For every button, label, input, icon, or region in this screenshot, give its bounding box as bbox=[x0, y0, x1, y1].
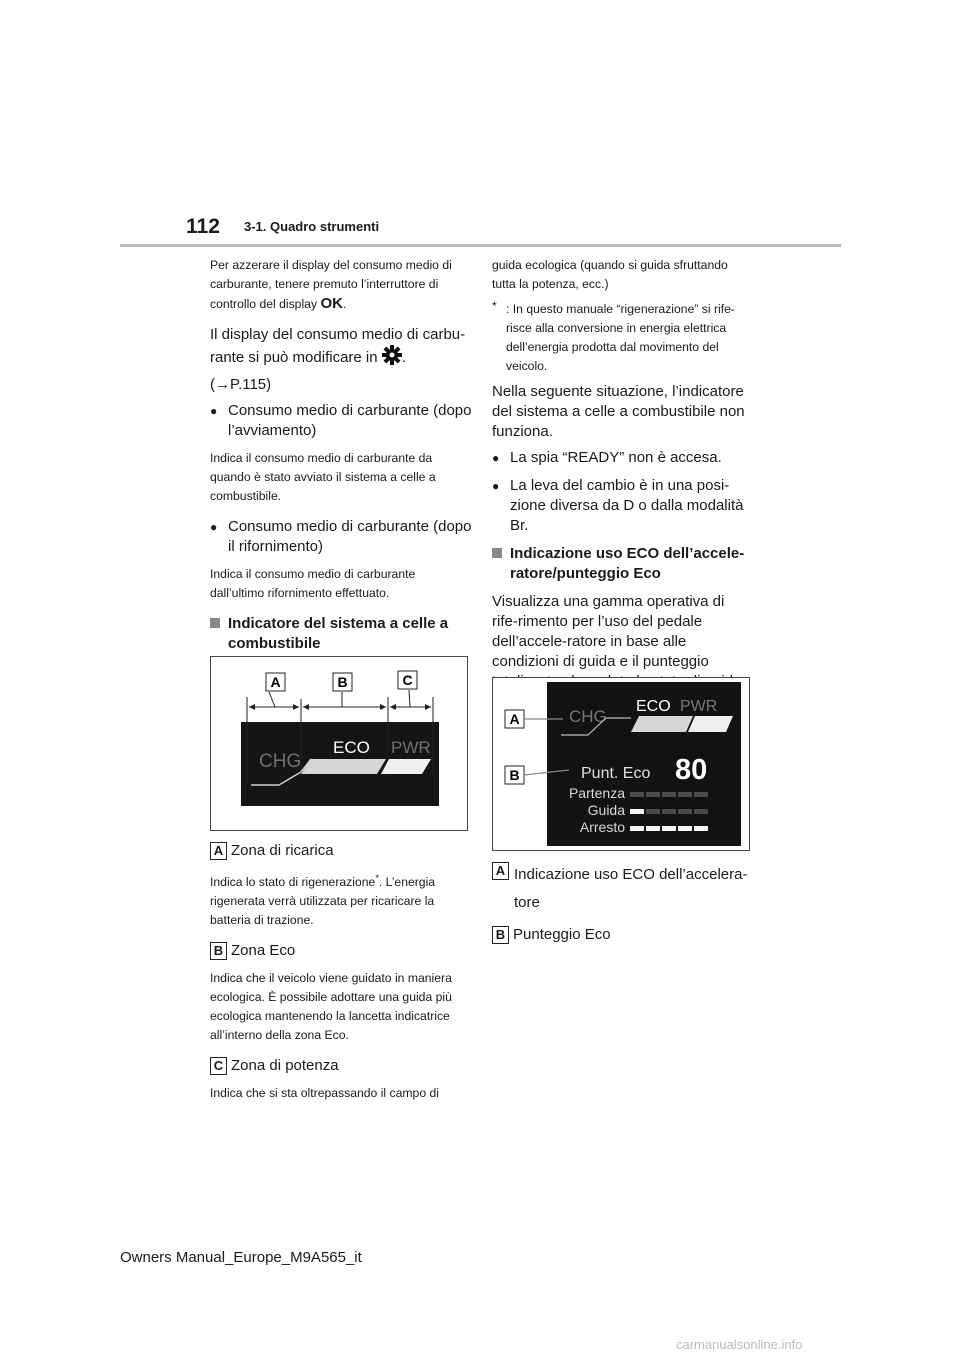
eco-row-segment bbox=[662, 809, 676, 814]
change-paragraph bbox=[210, 325, 472, 371]
footnote-star-marker: * bbox=[492, 299, 497, 313]
eco-heading-text: Indicazione uso ECO dell’accele-ratore/punteggio Eco bbox=[510, 545, 745, 582]
chg-text: CHG bbox=[569, 707, 607, 726]
continued-text: guida ecologica (quando si guida sfruttando tutta la potenza, ecc.) bbox=[492, 258, 728, 291]
gear-icon bbox=[382, 345, 402, 371]
zone-b-item bbox=[210, 941, 472, 961]
eco-indication-item-title: Indicazione uso ECO dell’accelera-tore bbox=[514, 866, 748, 911]
square-bullet-icon bbox=[210, 618, 220, 628]
change-text: Il display del consumo medio di carbu-rante si può modificare in bbox=[210, 326, 466, 366]
eco-score-item-marker: B bbox=[492, 926, 509, 944]
fuel-cell-indicator-graphic bbox=[211, 657, 467, 830]
eco-indication-item bbox=[492, 861, 750, 917]
eco-score-graphic bbox=[493, 678, 749, 850]
bullet-after-refuel: ● Consumo medio di carburante (dopo il rifornimento) bbox=[210, 517, 472, 557]
eco-row-segment bbox=[646, 809, 660, 814]
eco-text: ECO bbox=[333, 738, 370, 757]
page-number: 112 bbox=[186, 215, 220, 238]
zone-a-desc bbox=[210, 869, 472, 930]
eco-row-segment bbox=[678, 809, 692, 814]
eco-row-segment bbox=[662, 826, 676, 831]
zone-b-desc: Indica che il veicolo viene guidato in maniera ecologica. È possibile adottare una guida più ecologica mantenendo la lancetta indicatrice all’interno della zona Eco. bbox=[210, 971, 452, 1043]
eco-indication-marker: A bbox=[509, 711, 520, 727]
bullet-shift-lever: ● La leva del cambio è in una posi-zione diversa da D o dalla modalità Br. bbox=[492, 476, 750, 536]
eco-score-label: Punt. Eco bbox=[581, 765, 651, 782]
footnote-star: * bbox=[375, 873, 379, 883]
chg-text: CHG bbox=[259, 751, 302, 772]
zone-a-desc-text: Indica lo stato di rigenerazione bbox=[210, 875, 376, 890]
zone-a-desc-text-2: . L’energia rigenerata verrà utilizzata per ricaricare la batteria di trazione. bbox=[210, 875, 436, 928]
eco-row-segment bbox=[646, 826, 660, 831]
eco-row-label: Guida bbox=[587, 802, 625, 818]
footnote bbox=[492, 300, 750, 376]
eco-indication-item-marker: A bbox=[492, 862, 509, 880]
eco-row-segment bbox=[694, 826, 708, 831]
left-column bbox=[210, 256, 472, 662]
zone-a-item bbox=[210, 841, 472, 861]
footer-text: Owners Manual_Europe_M9A565_it bbox=[120, 1249, 362, 1266]
eco-text: ECO bbox=[636, 698, 671, 715]
zone-a-title: Zona di ricarica bbox=[231, 842, 334, 859]
eco-score-marker: B bbox=[509, 767, 520, 783]
watermark: carmanualsonline.info bbox=[676, 1337, 803, 1352]
reset-paragraph bbox=[210, 256, 472, 314]
eco-score-rows bbox=[569, 785, 708, 835]
eco-row-segment bbox=[630, 809, 644, 814]
eco-score-figure bbox=[492, 677, 750, 851]
eco-row-label: Arresto bbox=[579, 819, 625, 835]
bullet-after-start-desc: Indica il consumo medio di carburante da quando è stato avviato il sistema a celle a combustibile. bbox=[210, 451, 436, 503]
zone-b-label: B bbox=[337, 674, 348, 690]
zone-b-title: Zona Eco bbox=[231, 942, 296, 960]
bullet-ready: ● La spia “READY” non è accesa. bbox=[492, 448, 750, 468]
section-title: 3-1. Quadro strumenti bbox=[244, 219, 380, 234]
zone-c-marker: C bbox=[210, 1057, 227, 1075]
page-ref[interactable]: (→P.115) bbox=[210, 376, 272, 393]
eco-row-segment bbox=[678, 792, 692, 797]
right-column bbox=[492, 256, 750, 718]
eco-row-segment bbox=[662, 792, 676, 797]
ok-icon: OK bbox=[320, 295, 343, 312]
square-bullet-icon bbox=[492, 548, 502, 558]
eco-row-segment bbox=[694, 809, 708, 814]
zone-a-marker: A bbox=[210, 842, 227, 860]
fuel-cell-heading-text: Indicatore del sistema a celle a combustibile bbox=[228, 615, 449, 652]
eco-row-segment bbox=[678, 826, 692, 831]
zone-a-label: A bbox=[270, 674, 281, 690]
eco-paragraph: Visualizza una gamma operativa di rife-rimento per l’uso del pedale dell’accele-ratore in base alle condizioni di guida e il punteggio bbox=[492, 593, 725, 670]
eco-row-segment bbox=[694, 792, 708, 797]
zone-c-label: C bbox=[402, 672, 413, 688]
eco-row-segment bbox=[630, 826, 644, 831]
zone-c-desc: Indica che si sta oltrepassando il campo di bbox=[210, 1086, 439, 1101]
eco-score-value: 80 bbox=[675, 754, 708, 786]
eco-heading bbox=[492, 544, 750, 584]
right-column-lower bbox=[492, 861, 750, 951]
fuel-cell-heading bbox=[210, 614, 472, 654]
eco-row-label: Partenza bbox=[568, 785, 625, 801]
pwr-text: PWR bbox=[680, 698, 718, 715]
zone-b-marker: B bbox=[210, 942, 227, 960]
eco-row-segment bbox=[646, 792, 660, 797]
reset-text: Per azzerare il display del consumo medio di carburante, tenere premuto l’interruttore di controllo del display bbox=[210, 258, 452, 311]
eco-score-item bbox=[492, 925, 750, 945]
not-working-paragraph: Nella seguente situazione, l’indicatore del sistema a celle a combustibile non funziona. bbox=[492, 383, 745, 440]
pwr-text: PWR bbox=[391, 738, 431, 757]
bullet-after-start: ● Consumo medio di carburante (dopo l’avviamento) bbox=[210, 401, 472, 441]
reset-text-end: . bbox=[342, 297, 347, 311]
footnote-text: : In questo manuale “rigenerazione” si rife-risce alla conversione in energia elettrica dell’energia prodotta dal movimento del veicolo. bbox=[506, 302, 735, 373]
eco-score-item-title: Punteggio Eco bbox=[513, 926, 611, 943]
zone-c-title: Zona di potenza bbox=[231, 1057, 339, 1075]
bullet-after-refuel-desc: Indica il consumo medio di carburante dall’ultimo rifornimento effettuato. bbox=[210, 567, 416, 600]
zone-c-item bbox=[210, 1056, 472, 1076]
eco-row-segment bbox=[630, 792, 644, 797]
change-text-end: . bbox=[401, 348, 406, 366]
left-column-lower bbox=[210, 841, 472, 1114]
header-rule bbox=[120, 244, 841, 247]
fuel-cell-indicator-figure bbox=[210, 656, 468, 831]
